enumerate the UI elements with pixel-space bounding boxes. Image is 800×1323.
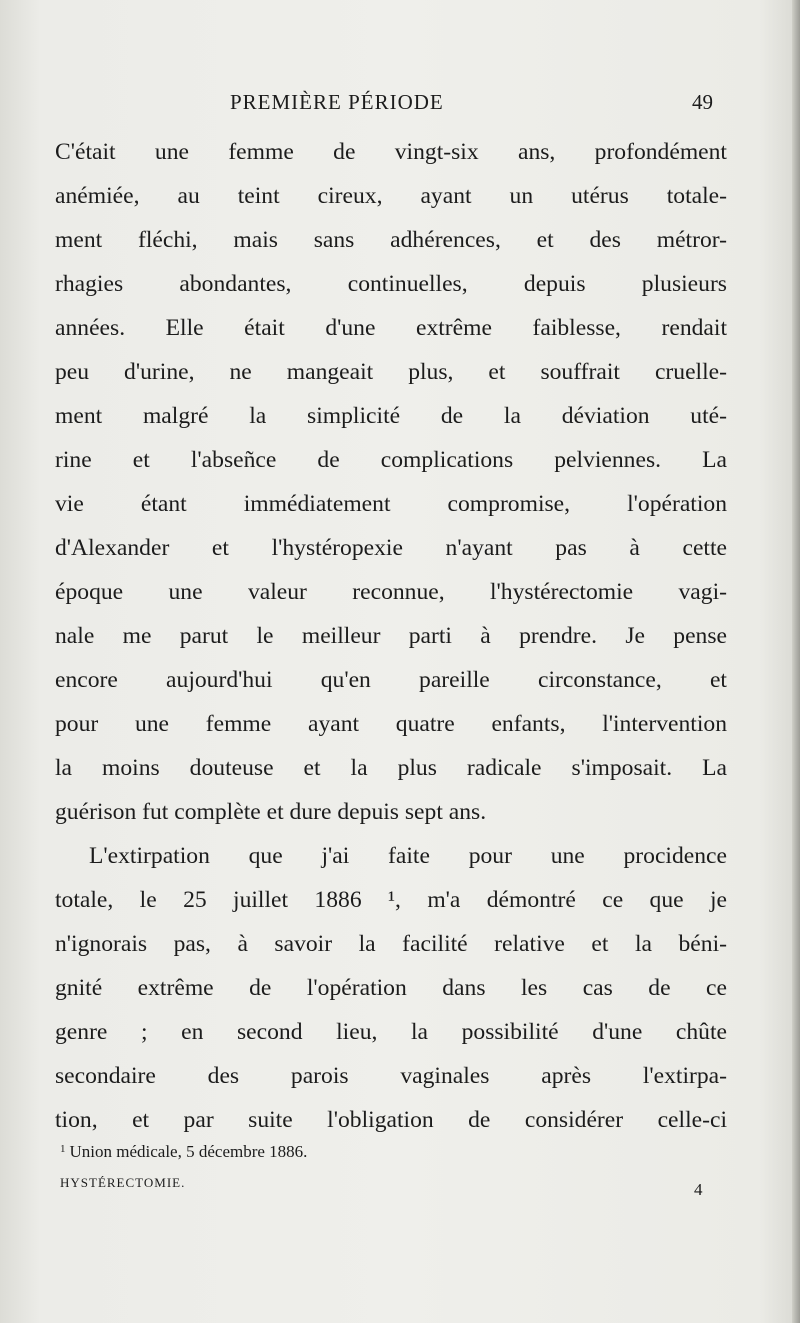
text-line: nale me parut le meilleur parti à prendre. Je pense (55, 623, 727, 649)
text-line: secondaire des parois vaginales après l'extirpa- (55, 1063, 727, 1089)
text-line: années. Elle était d'une extrême faiblesse, rendait (55, 315, 727, 341)
text-line: C'était une femme de vingt-six ans, profondément (55, 139, 727, 165)
text-line: gnité extrême de l'opération dans les cas de ce (55, 975, 727, 1001)
text-line: rine et l'abseñce de complications pelviennes. La (55, 447, 727, 473)
text-line: ment fléchi, mais sans adhérences, et des métror- (55, 227, 727, 253)
page-header (0, 90, 800, 120)
text-line: genre ; en second lieu, la possibilité d'une chûte (55, 1019, 727, 1045)
page-edge-shadow (792, 0, 800, 1323)
text-line: pour une femme ayant quatre enfants, l'intervention (55, 711, 727, 737)
body-text (55, 130, 727, 1142)
footnote (60, 1142, 307, 1162)
text-line: encore aujourd'hui qu'en pareille circonstance, et (55, 667, 727, 693)
text-line: époque une valeur reconnue, l'hystérectomie vagi- (55, 579, 727, 605)
page-number: 49 (692, 90, 713, 114)
footnote-text: Union médicale, 5 décembre 1886. (69, 1142, 308, 1161)
text-line: d'Alexander et l'hystéropexie n'ayant pas à cette (55, 535, 727, 561)
text-line: la moins douteuse et la plus radicale s'imposait. La (55, 755, 727, 781)
text-line: tion, et par suite l'obligation de considérer celle-ci (55, 1107, 727, 1133)
text-line: L'extirpation que j'ai faite pour une procidence (89, 843, 727, 869)
signature-number: 4 (694, 1180, 703, 1199)
signature-label: HYSTÉRECTOMIE. (60, 1175, 186, 1190)
running-title: PREMIÈRE PÉRIODE (230, 90, 444, 114)
text-line: anémiée, au teint cireux, ayant un utérus totale- (55, 183, 727, 209)
text-line: peu d'urine, ne mangeait plus, et souffrait cruelle- (55, 359, 727, 385)
text-line: rhagies abondantes, continuelles, depuis plusieurs (55, 271, 727, 297)
text-line: guérison fut complète et dure depuis sept ans. (55, 799, 487, 825)
footnote-marker: 1 (60, 1143, 66, 1155)
text-line: ment malgré la simplicité de la déviation uté- (55, 403, 727, 429)
text-line: n'ignorais pas, à savoir la facilité relative et la béni- (55, 931, 727, 957)
text-line: totale, le 25 juillet 1886 ¹, m'a démontré ce que je (55, 887, 727, 913)
text-line: vie étant immédiatement compromise, l'opération (55, 491, 727, 517)
